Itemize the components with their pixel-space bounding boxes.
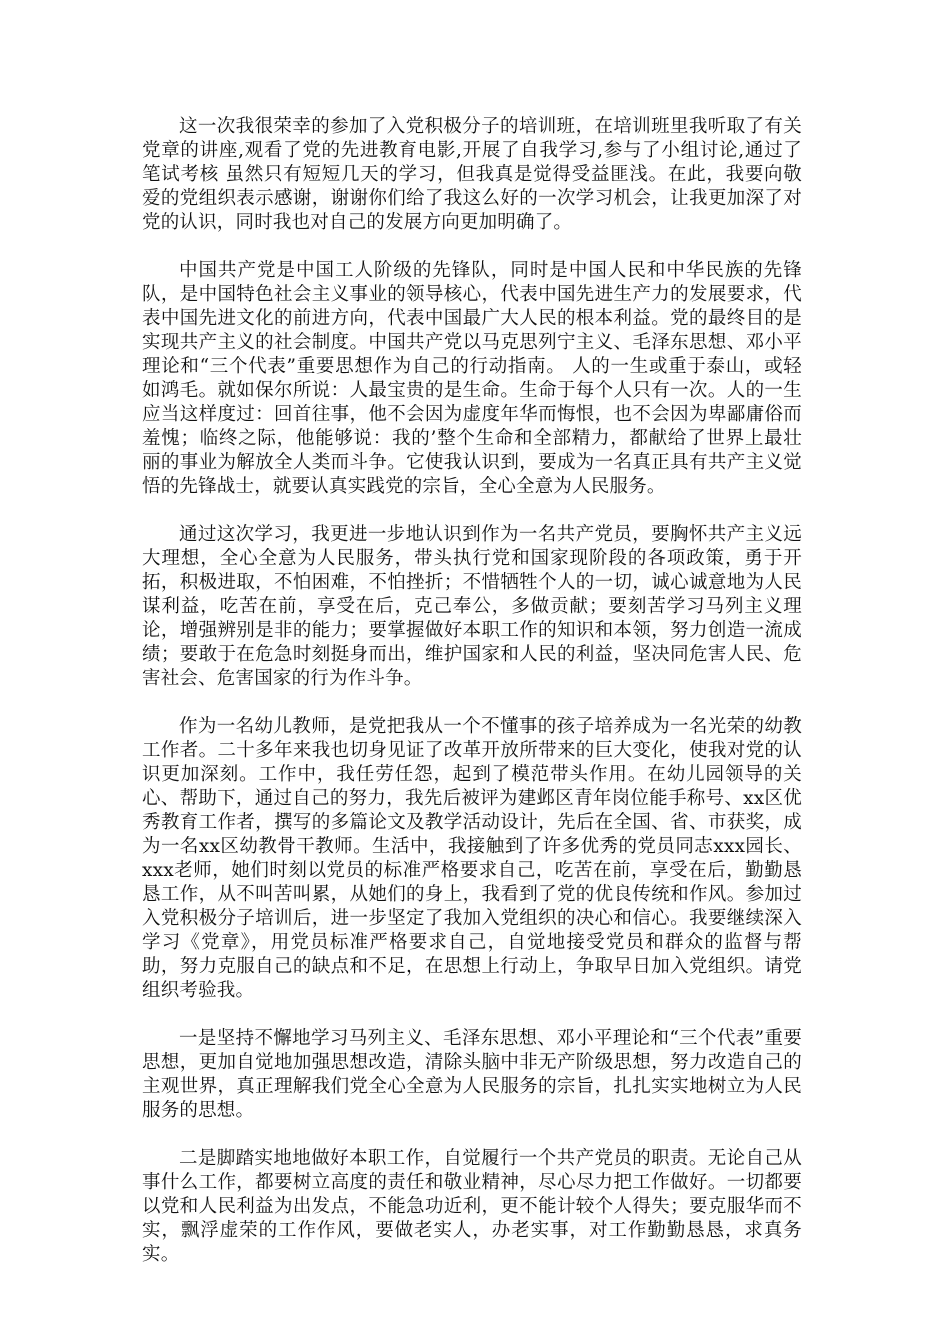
paragraph-party-nature: 中国共产党是中国工人阶级的先锋队，同时是中国人民和中华民族的先锋队，是中国特色社会主义事业的领导核心，代表中国先进生产力的发展要求，代表中国先进文化的前进方向，代表中国最广大人民的根本利益。党的最终目的是实现共产主义的社会制度。中国共产党以马克思列宁主义、毛泽东思想、邓小平理论和“三个代表”重要思想作为自己的行动指南。 人的一生或重于泰山，或轻如鸿毛。就如保尔所说：人最宝贵的是生命。生命于每个人只有一次。人的一生应当这样度过：回首往事，他不会因为虚度年华而悔恨，也不会因为卑鄙庸俗而羞愧；临终之际，他能够说：我的’整个生命和全部精力，都献给了世界上最壮丽的事业为解放全人类而斗争。它使我认识到，要成为一名真正具有共产主义觉悟的先锋战士，就要认真实践党的宗旨，全心全意为人民服务。 bbox=[142, 260, 802, 497]
paragraph-intro: 这一次我很荣幸的参加了入党积极分子的培训班，在培训班里我听取了有关党章的讲座,观看了党的先进教育电影,开展了自我学习,参与了小组讨论,通过了笔试考核 虽然只有短短几天的学习，但我真是觉得受益匪浅。在此，我要向敬爱的党组织表示感谢，谢谢你们给了我这么好的一次学习机会，让我更加深了对党的认识，同时我也对自己的发展方向更加明确了。 bbox=[142, 116, 802, 233]
paragraph-study-insight: 通过这次学习，我更进一步地认识到作为一名共产党员，要胸怀共产主义远大理想，全心全意为人民服务，带头执行党和国家现阶段的各项政策，勇于开拓，积极进取，不怕困难，不怕挫折；不惜牺牲个人的一切，诚心诚意地为人民谋利益，吃苦在前，享受在后，克己奉公，多做贡献；要刻苦学习马列主义理论，增强辨别是非的能力；要掌握做好本职工作的知识和本领，努力创造一流成绩；要敢于在危急时刻挺身而出，维护国家和人民的利益，坚决同危害人民、危害社会、危害国家的行为作斗争。 bbox=[142, 524, 802, 689]
paragraph-point-two: 二是脚踏实地地做好本职工作，自觉履行一个共产党员的职责。无论自己从事什么工作，都要树立高度的责任和敬业精神，尽心尽力把工作做好。一切都要以党和人民利益为出发点，不能急功近利，更不能计较个人得失；要克服华而不实，飘浮虚荣的工作作风，要做老实人，办老实事，对工作勤勤恳恳，求真务实。 bbox=[142, 1148, 802, 1265]
paragraph-teacher-experience: 作为一名幼儿教师，是党把我从一个不懂事的孩子培养成为一名光荣的幼教工作者。二十多年来我也切身见证了改革开放所带来的巨大变化，使我对党的认识更加深刻。工作中，我任劳任怨，起到了模范带头作用。在幼儿园领导的关心、帮助下，通过自己的努力，我先后被评为建邺区青年岗位能手称号、xx区优秀教育工作者，撰写的多篇论文及教学活动设计，先后在全国、省、市获奖，成为一名xx区幼教骨干教师。生活中，我接触到了许多优秀的党员同志xxx园长、xxx老师，她们时刻以党员的标准严格要求自己，吃苦在前，享受在后，勤勤恳恳工作，从不叫苦叫累，从她们的身上，我看到了党的优良传统和作风。参加过入党积极分子培训后，进一步坚定了我加入党组织的决心和信心。我要继续深入学习《党章》，用党员标准严格要求自己，自觉地接受党员和群众的监督与帮助，努力克服自己的缺点和不足，在思想上行动上，争取早日加入党组织。请党组织考验我。 bbox=[142, 716, 802, 1001]
document-body bbox=[142, 115, 802, 1291]
paragraph-point-one: 一是坚持不懈地学习马列主义、毛泽东思想、邓小平理论和“三个代表”重要思想，更加自觉地加强思想改造，清除头脑中非无产阶级思想，努力改造自己的主观世界，真正理解我们党全心全意为人民服务的宗旨，扎扎实实地树立为人民服务的思想。 bbox=[142, 1028, 802, 1121]
